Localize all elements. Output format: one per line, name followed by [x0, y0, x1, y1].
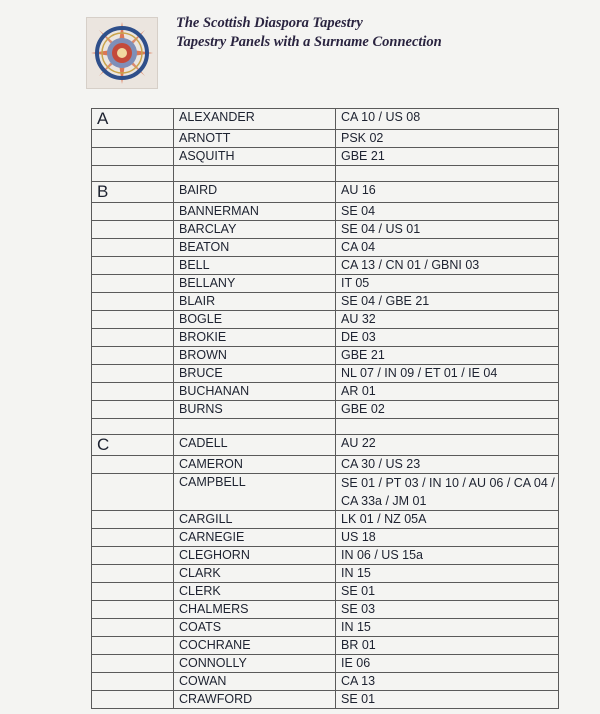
- surname-table-body: [92, 109, 559, 709]
- tapestry-emblem-icon: [87, 18, 157, 88]
- table-row: [92, 275, 559, 293]
- panel-codes-cell: IN 15: [336, 565, 559, 583]
- section-letter-cell: A: [92, 109, 174, 130]
- panel-codes-cell: IN 15: [336, 619, 559, 637]
- surname-cell: CHALMERS: [174, 601, 336, 619]
- section-letter-cell: [92, 365, 174, 383]
- table-row: [92, 239, 559, 257]
- panel-codes-cell: CA 04: [336, 239, 559, 257]
- section-letter-cell: [92, 474, 174, 511]
- surname-cell: ASQUITH: [174, 148, 336, 166]
- table-row: [92, 203, 559, 221]
- table-row: [92, 365, 559, 383]
- surname-cell: BROWN: [174, 347, 336, 365]
- surname-cell: BRUCE: [174, 365, 336, 383]
- panel-codes-cell: AU 32: [336, 311, 559, 329]
- panel-codes-cell: AR 01: [336, 383, 559, 401]
- surname-cell: CAMPBELL: [174, 474, 336, 511]
- panel-codes-cell: IE 06: [336, 655, 559, 673]
- surname-cell: CARGILL: [174, 511, 336, 529]
- table-row: [92, 565, 559, 583]
- section-letter-cell: [92, 619, 174, 637]
- surname-cell: COCHRANE: [174, 637, 336, 655]
- table-row: [92, 148, 559, 166]
- panel-codes-cell: CA 13 / CN 01 / GBNI 03: [336, 257, 559, 275]
- section-letter-cell: [92, 511, 174, 529]
- section-letter-cell: [92, 673, 174, 691]
- table-row: [92, 347, 559, 365]
- table-row: [92, 329, 559, 347]
- table-row: [92, 293, 559, 311]
- spacer-cell: [174, 419, 336, 435]
- section-letter-cell: [92, 293, 174, 311]
- section-letter-cell: [92, 529, 174, 547]
- table-row: [92, 529, 559, 547]
- table-row: [92, 130, 559, 148]
- table-row: [92, 435, 559, 456]
- section-letter-cell: [92, 547, 174, 565]
- section-spacer-row: [92, 166, 559, 182]
- section-letter-cell: [92, 275, 174, 293]
- table-row: [92, 637, 559, 655]
- panel-codes-cell: PSK 02: [336, 130, 559, 148]
- panel-codes-cell: AU 22: [336, 435, 559, 456]
- section-letter-cell: [92, 203, 174, 221]
- table-row: [92, 655, 559, 673]
- panel-codes-cell: US 18: [336, 529, 559, 547]
- panel-codes-cell: LK 01 / NZ 05A: [336, 511, 559, 529]
- spacer-cell: [92, 419, 174, 435]
- section-letter-cell: [92, 565, 174, 583]
- spacer-cell: [92, 166, 174, 182]
- surname-cell: BANNERMAN: [174, 203, 336, 221]
- surname-cell: BUCHANAN: [174, 383, 336, 401]
- section-letter-cell: [92, 257, 174, 275]
- table-row: [92, 182, 559, 203]
- surname-panels-table: [91, 108, 559, 709]
- table-row: [92, 401, 559, 419]
- section-spacer-row: [92, 419, 559, 435]
- document-header: [176, 14, 442, 52]
- panel-codes-cell: SE 03: [336, 601, 559, 619]
- section-letter-cell: [92, 347, 174, 365]
- table-row: [92, 691, 559, 709]
- section-letter-cell: [92, 456, 174, 474]
- table-row: [92, 257, 559, 275]
- table-row: [92, 547, 559, 565]
- table-row: [92, 583, 559, 601]
- table-row: [92, 311, 559, 329]
- table-row: [92, 601, 559, 619]
- panel-codes-cell: BR 01: [336, 637, 559, 655]
- section-letter-cell: [92, 383, 174, 401]
- surname-cell: ARNOTT: [174, 130, 336, 148]
- panel-codes-cell: SE 01: [336, 691, 559, 709]
- table-row: [92, 673, 559, 691]
- surname-cell: ALEXANDER: [174, 109, 336, 130]
- surname-cell: BOGLE: [174, 311, 336, 329]
- surname-cell: BELL: [174, 257, 336, 275]
- surname-cell: CONNOLLY: [174, 655, 336, 673]
- surname-cell: BARCLAY: [174, 221, 336, 239]
- surname-cell: CADELL: [174, 435, 336, 456]
- surname-cell: CAMERON: [174, 456, 336, 474]
- surname-cell: BELLANY: [174, 275, 336, 293]
- panel-codes-cell: AU 16: [336, 182, 559, 203]
- surname-cell: CARNEGIE: [174, 529, 336, 547]
- panel-codes-cell: NL 07 / IN 09 / ET 01 / IE 04: [336, 365, 559, 383]
- panel-codes-cell: GBE 02: [336, 401, 559, 419]
- surname-cell: BAIRD: [174, 182, 336, 203]
- section-letter-cell: [92, 221, 174, 239]
- panel-codes-cell: CA 30 / US 23: [336, 456, 559, 474]
- table-row: [92, 619, 559, 637]
- tapestry-logo: [86, 17, 158, 89]
- panel-codes-cell: SE 04 / GBE 21: [336, 293, 559, 311]
- section-letter-cell: [92, 329, 174, 347]
- section-letter-cell: C: [92, 435, 174, 456]
- panel-codes-cell: CA 13: [336, 673, 559, 691]
- table-row: [92, 221, 559, 239]
- spacer-cell: [174, 166, 336, 182]
- surname-cell: BLAIR: [174, 293, 336, 311]
- surname-cell: BURNS: [174, 401, 336, 419]
- section-letter-cell: [92, 637, 174, 655]
- panel-codes-cell: DE 03: [336, 329, 559, 347]
- table-row: [92, 456, 559, 474]
- surname-cell: BROKIE: [174, 329, 336, 347]
- surname-cell: CLARK: [174, 565, 336, 583]
- section-letter-cell: [92, 691, 174, 709]
- panel-codes-cell: GBE 21: [336, 148, 559, 166]
- surname-cell: CLERK: [174, 583, 336, 601]
- section-letter-cell: [92, 601, 174, 619]
- panel-codes-cell: SE 04: [336, 203, 559, 221]
- surname-cell: CLEGHORN: [174, 547, 336, 565]
- document-subtitle: Tapestry Panels with a Surname Connection: [176, 34, 442, 50]
- section-letter-cell: [92, 655, 174, 673]
- panel-codes-cell: CA 10 / US 08: [336, 109, 559, 130]
- table-row: [92, 109, 559, 130]
- section-letter-cell: [92, 148, 174, 166]
- spacer-cell: [336, 419, 559, 435]
- section-letter-cell: [92, 583, 174, 601]
- panel-codes-cell: SE 04 / US 01: [336, 221, 559, 239]
- surname-cell: CRAWFORD: [174, 691, 336, 709]
- surname-cell: BEATON: [174, 239, 336, 257]
- panel-codes-cell: SE 01: [336, 583, 559, 601]
- panel-codes-cell: IT 05: [336, 275, 559, 293]
- document-title: The Scottish Diaspora Tapestry: [176, 15, 363, 31]
- section-letter-cell: [92, 401, 174, 419]
- surname-cell: COATS: [174, 619, 336, 637]
- panel-codes-cell: GBE 21: [336, 347, 559, 365]
- section-letter-cell: [92, 130, 174, 148]
- spacer-cell: [336, 166, 559, 182]
- section-letter-cell: [92, 239, 174, 257]
- section-letter-cell: [92, 311, 174, 329]
- panel-codes-cell: IN 06 / US 15a: [336, 547, 559, 565]
- table-row: [92, 474, 559, 511]
- panel-codes-cell: SE 01 / PT 03 / IN 10 / AU 06 / CA 04 / CA 33a / JM 01: [336, 474, 559, 511]
- table-row: [92, 383, 559, 401]
- table-row: [92, 511, 559, 529]
- surname-cell: COWAN: [174, 673, 336, 691]
- section-letter-cell: B: [92, 182, 174, 203]
